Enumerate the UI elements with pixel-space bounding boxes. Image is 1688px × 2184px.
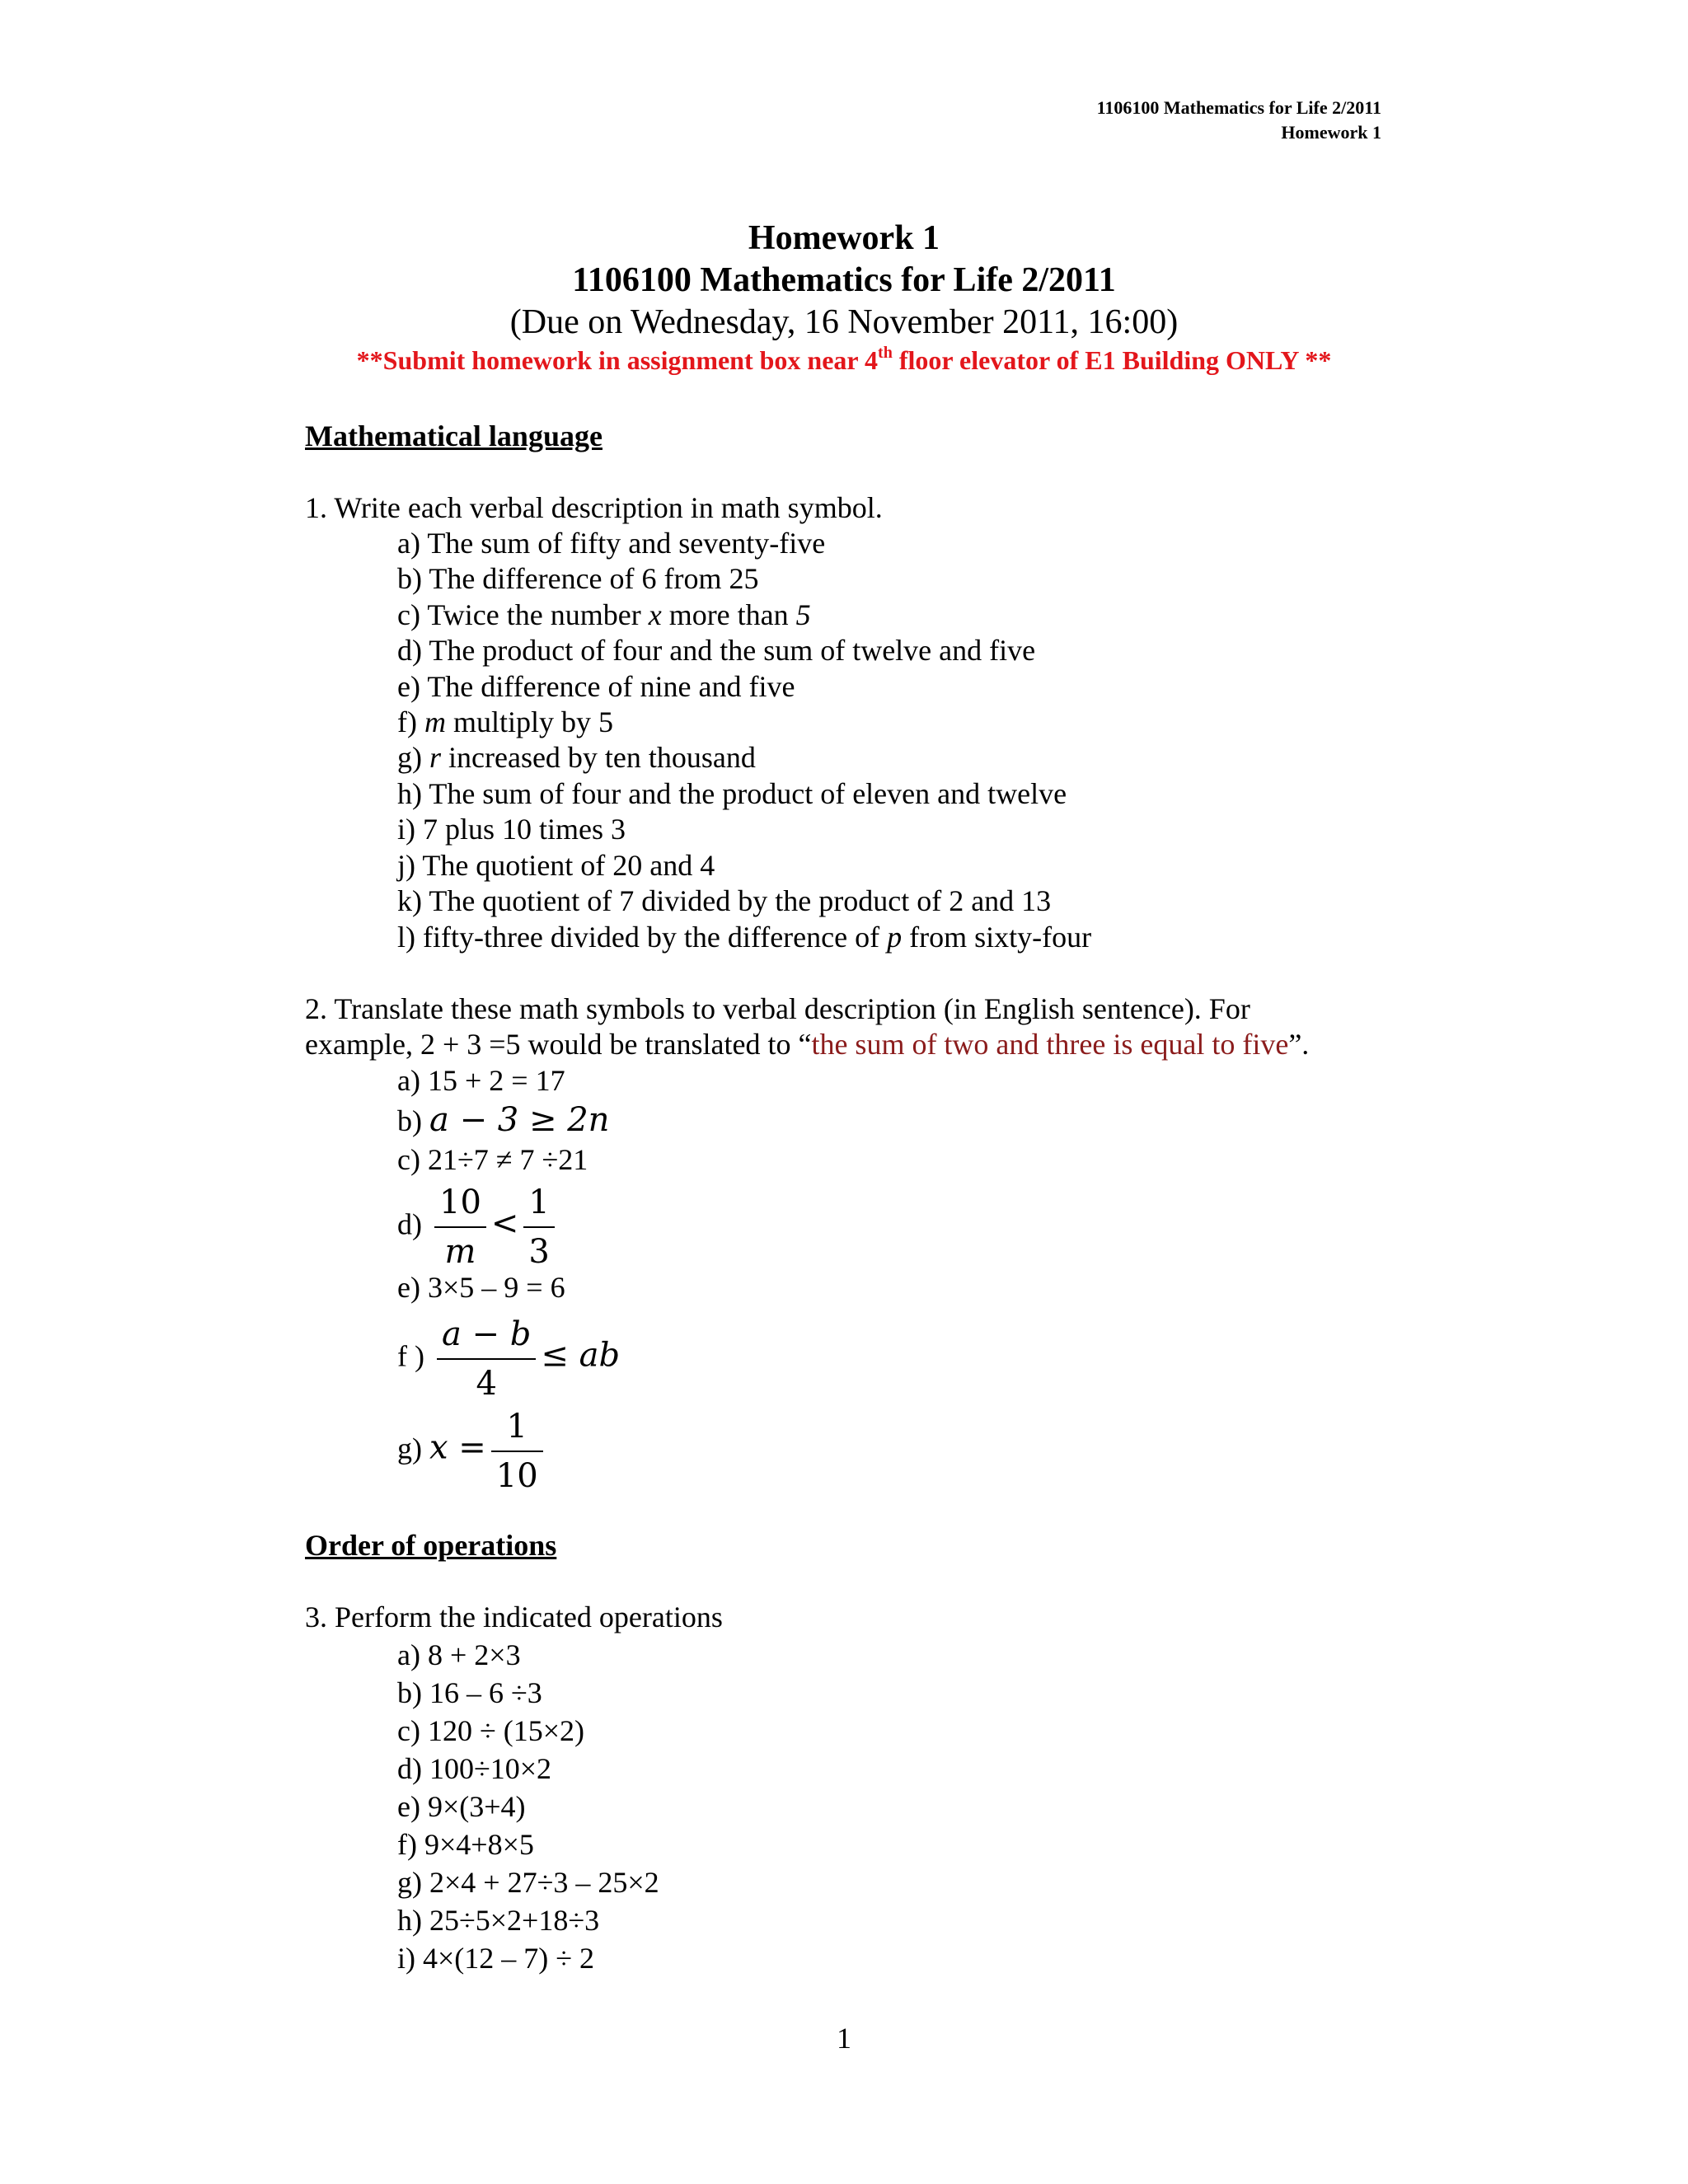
q2-item-f-fraction [437, 1310, 536, 1408]
q2-item-e: e) 3×5 – 9 = 6 [397, 1271, 565, 1304]
running-header-homework: Homework 1 [1281, 122, 1381, 143]
q1-item-k: k) The quotient of 7 divided by the product of 2 and 13 [397, 884, 1052, 917]
q2-example-pre: example, 2 + 3 =5 would be translated to “ [305, 1028, 812, 1061]
page-number: 1 [837, 2022, 851, 2055]
fraction-numerator: 10 [434, 1179, 486, 1228]
q1-item-l-var: p [887, 921, 903, 954]
q2-item-d-operator: < [490, 1204, 519, 1243]
q2-item-a: a) 15 + 2 = 17 [397, 1064, 565, 1097]
q3-item: e) 9×(3+4) [397, 1790, 526, 1823]
q1-item-l [397, 920, 1091, 954]
q3-item: b) 16 – 6 ÷3 [397, 1676, 542, 1709]
q2-item-c: c) 21÷7 ≠ 7 ÷21 [397, 1143, 588, 1176]
q3-item: i) 4×(12 – 7) ÷ 2 [397, 1942, 595, 1975]
q1-item-f-var: m [424, 705, 446, 738]
running-header [1097, 96, 1381, 145]
submit-text-start: **Submit homework in assignment box near 4 [356, 345, 879, 375]
q3-item: d) 100÷10×2 [397, 1752, 552, 1785]
q1-item-c-num: 5 [795, 598, 811, 631]
q3-item: a) 8 + 2×3 [397, 1638, 521, 1671]
q1-item-l-post: from sixty-four [902, 921, 1092, 954]
q2-example-translation: the sum of two and three is equal to five [811, 1028, 1289, 1061]
question-3-prompt: 3. Perform the indicated operations [305, 1601, 723, 1633]
question-2-line-2 [305, 1027, 1309, 1062]
q2-item-g-lhs: x = [429, 1428, 486, 1467]
q1-item-g [397, 740, 756, 775]
submit-superscript: th [878, 344, 893, 362]
question-2-line-1: 2. Translate these math symbols to verbal description (in English sentence). For [305, 992, 1250, 1025]
q2-item-f-label: f ) [397, 1339, 424, 1373]
submit-instruction [0, 344, 1688, 377]
q1-item-h: h) The sum of four and the product of eleven and twelve [397, 777, 1067, 810]
title-block [0, 218, 1688, 377]
title-homework: Homework 1 [748, 219, 940, 257]
q2-example-post: ”. [1288, 1028, 1310, 1061]
section-heading-mathematical-language: Mathematical language [305, 419, 603, 452]
submit-text-end: floor elevator of E1 Building ONLY ** [892, 345, 1332, 375]
q1-item-j: j) The quotient of 20 and 4 [397, 849, 715, 882]
q1-item-a: a) The sum of fifty and seventy-five [397, 527, 826, 560]
q1-item-c-pre: c) Twice the number [397, 598, 649, 631]
q1-item-f-pre: f) [397, 705, 424, 738]
fraction-variable: m [444, 1233, 476, 1271]
due-date: (Due on Wednesday, 16 November 2011, 16:00) [509, 303, 1179, 341]
fraction-numerator: 1 [523, 1179, 554, 1228]
title-course: 1106100 Mathematics for Life 2/2011 [572, 261, 1116, 299]
q1-item-l-pre: l) fifty-three divided by the difference of [397, 921, 888, 954]
q2-item-g [397, 1403, 548, 1500]
q3-item: g) 2×4 + 27÷3 – 25×2 [397, 1866, 659, 1899]
fraction-expression: a − b [441, 1315, 532, 1353]
q1-item-f-post: multiply by 5 [445, 705, 613, 738]
fraction-numerator [437, 1310, 536, 1360]
q1-item-b: b) The difference of 6 from 25 [397, 562, 759, 595]
q3-item: f) 9×4+8×5 [397, 1828, 534, 1861]
q3-item: c) 120 ÷ (15×2) [397, 1714, 585, 1747]
fraction-denominator: 3 [528, 1233, 550, 1271]
running-header-course: 1106100 Mathematics for Life 2/2011 [1096, 97, 1381, 118]
fraction-denominator: 10 [495, 1457, 538, 1495]
q2-item-d-label: d) [397, 1207, 422, 1241]
fraction-numerator: 1 [491, 1403, 543, 1452]
q2-item-g-label: g) [397, 1432, 422, 1465]
fraction-denominator [434, 1228, 486, 1276]
section-heading-order-of-operations: Order of operations [305, 1529, 557, 1562]
q2-item-g-fraction [491, 1403, 543, 1500]
q1-item-g-post: increased by ten thousand [441, 741, 756, 774]
q2-item-b [397, 1101, 609, 1139]
q2-item-d [397, 1179, 560, 1276]
fraction-denominator: 4 [476, 1365, 497, 1403]
q2-item-d-fraction-left [434, 1179, 486, 1276]
q2-item-b-label: b) [397, 1104, 422, 1137]
q2-item-d-fraction-right [523, 1179, 554, 1276]
q1-item-g-pre: g) [397, 741, 429, 774]
q3-item: h) 25÷5×2+18÷3 [397, 1904, 600, 1937]
q1-item-d: d) The product of four and the sum of twelve and five [397, 634, 1036, 667]
q2-item-f-rhs: ≤ ab [541, 1336, 621, 1375]
q2-item-b-expression: a − 3 ≥ 2n [429, 1101, 610, 1139]
q1-item-c-var: x [648, 598, 662, 631]
q1-item-e: e) The difference of nine and five [397, 670, 795, 703]
q1-item-c [397, 598, 811, 632]
question-1-prompt: 1. Write each verbal description in math symbol. [305, 491, 883, 524]
q1-item-f [397, 705, 613, 739]
q1-item-i: i) 7 plus 10 times 3 [397, 813, 626, 846]
q1-item-c-mid: more than [661, 598, 796, 631]
q2-item-f [397, 1310, 620, 1408]
q1-item-g-var: r [429, 741, 442, 774]
